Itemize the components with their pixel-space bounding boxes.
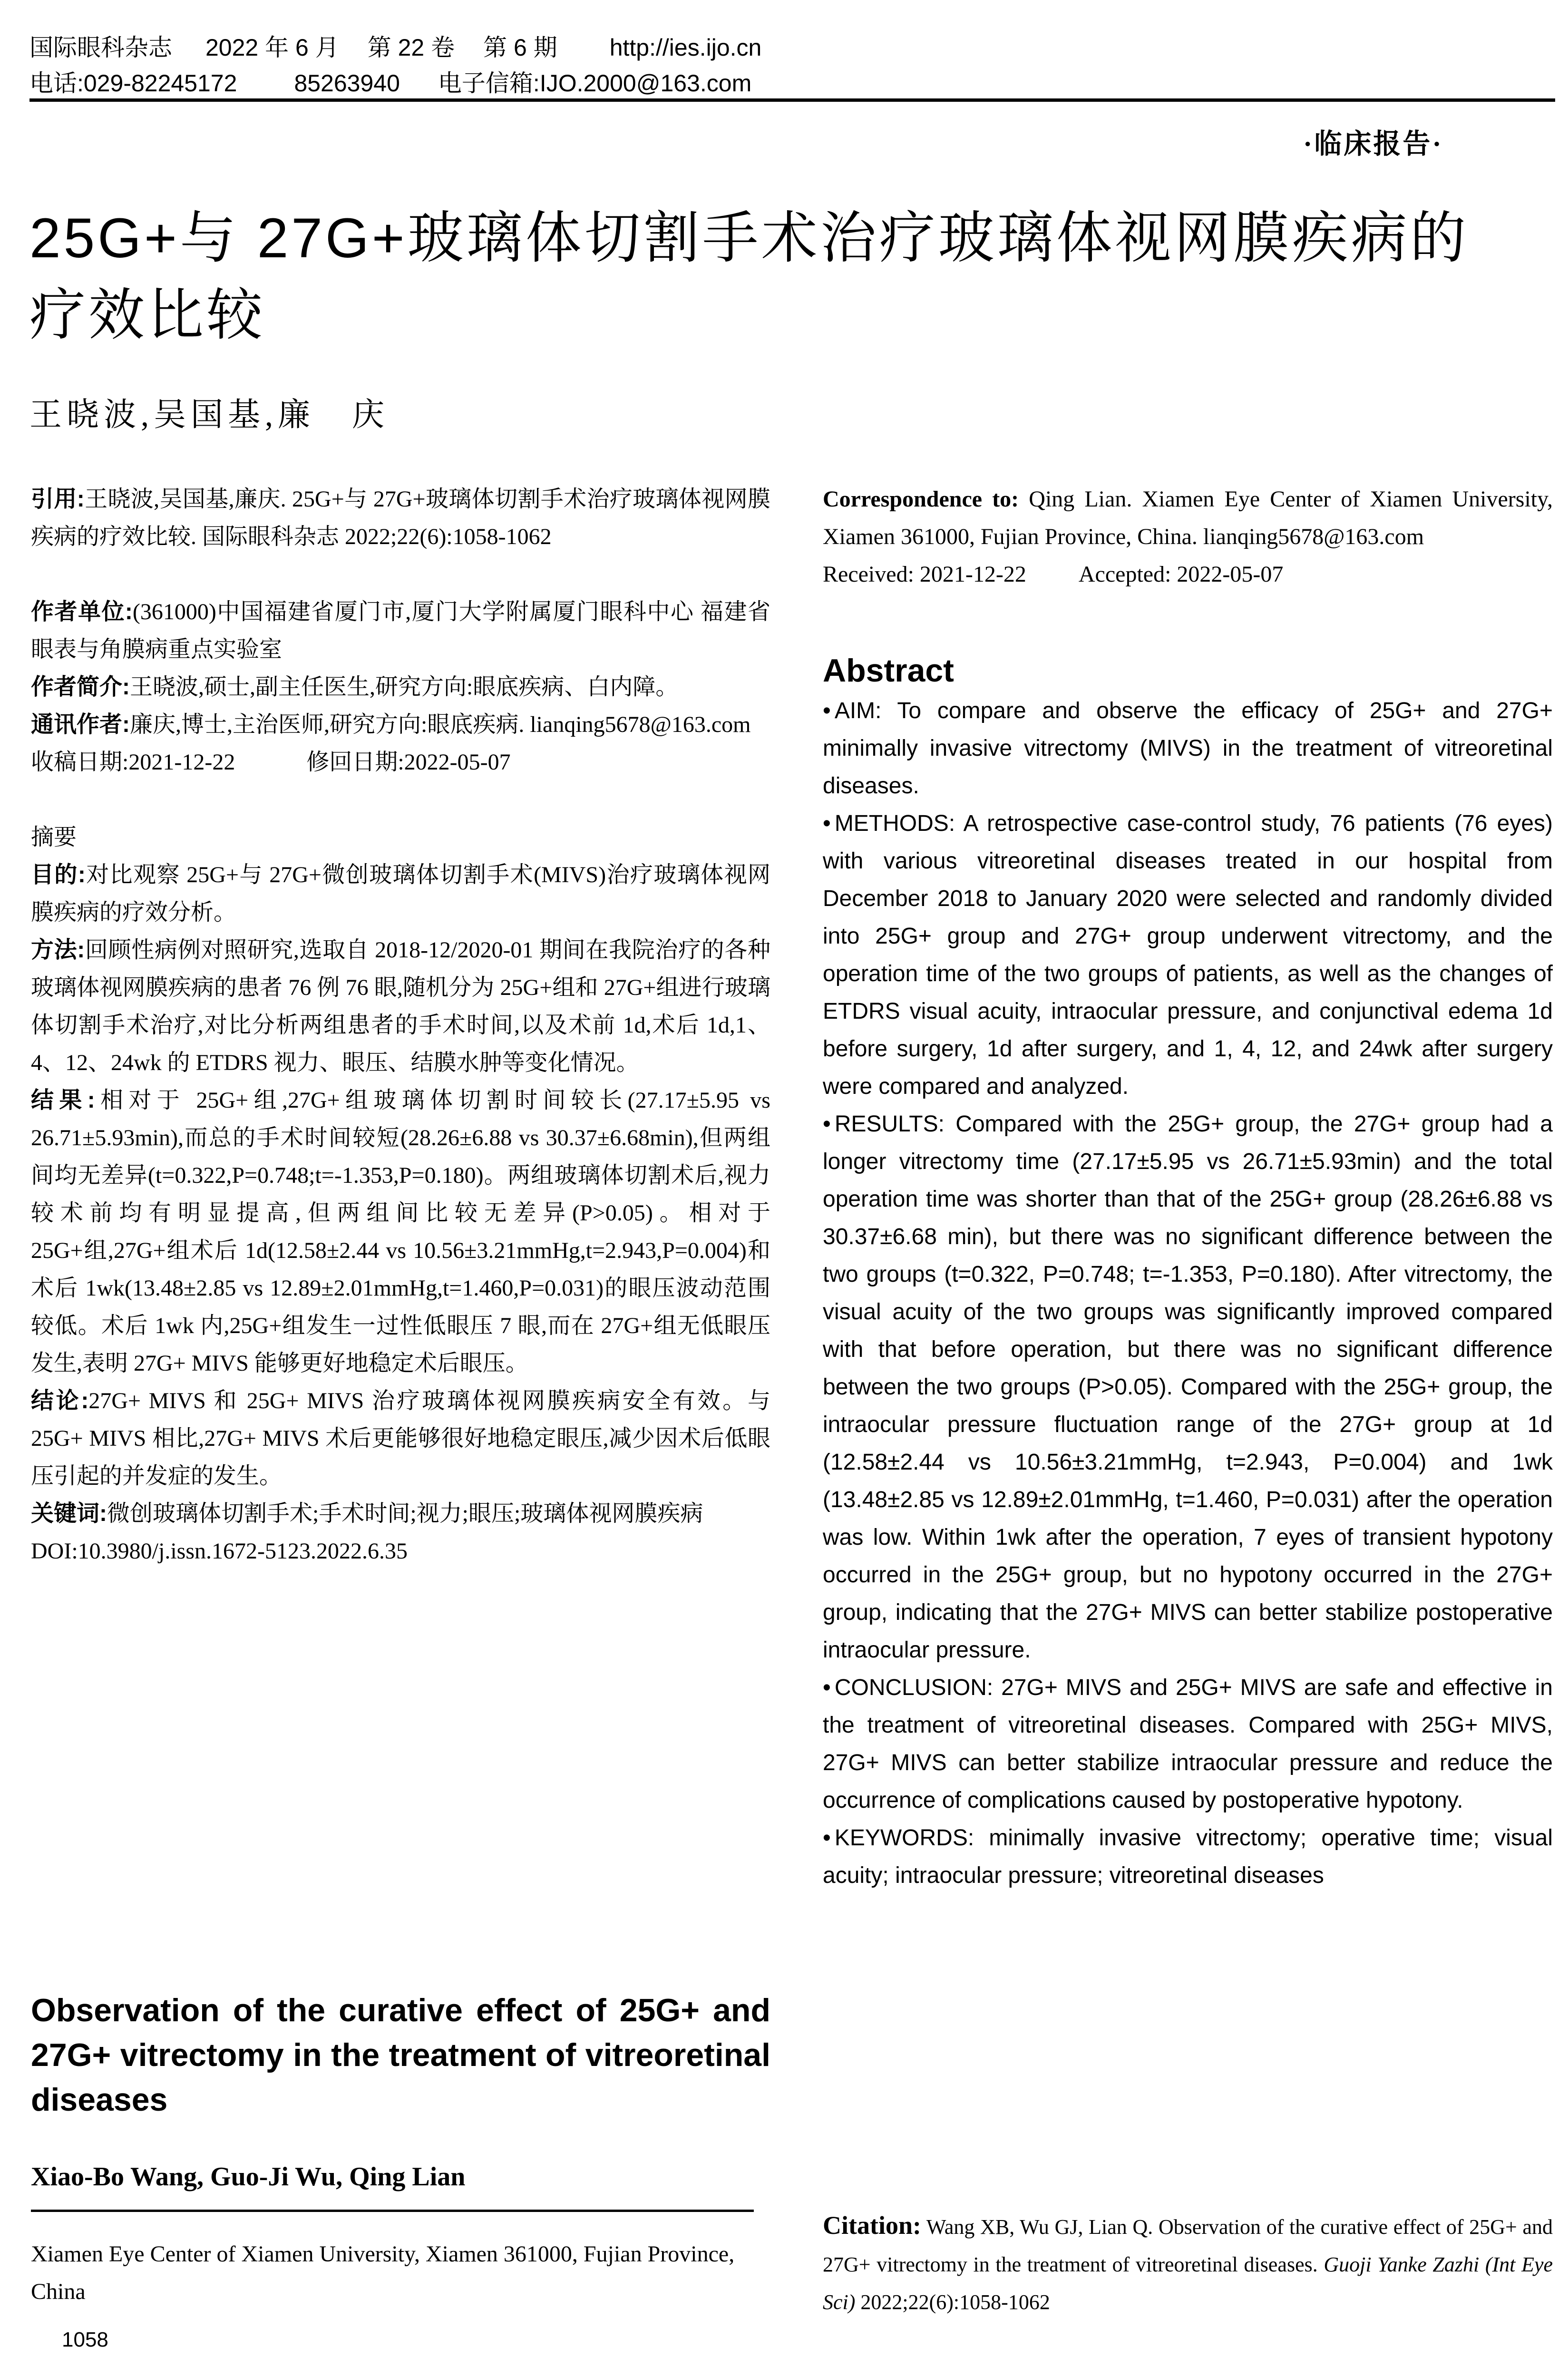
- corresponding-text: 廉庆,博士,主治医师,研究方向:眼底疾病. lianqing5678@163.com: [130, 712, 751, 737]
- methods-en-text: A retrospective case-control study, 76 patients (76 eyes) with various vitreoretinal diseases treated in our hospital from December 2018 to January 2020 were selected and randomly divided into 25G+ group and 27G+ group underwent vitrectomy, and the operation time of the two groups of patients, as well as the changes of ETDRS visual acuity, intraocular pressure, and conjunctival edema 1d before surgery, 1d after surgery, and 1, 4, 12, and 24wk after surgery were compared and analyzed.: [823, 811, 1553, 1099]
- english-title: Observation of the curative effect of 25G+ and 27G+ vitrectomy in the treatment of vitreoretinal diseases: [31, 1992, 770, 2118]
- affiliation-text: (361000)中国福建省厦门市,厦门大学附属厦门眼科中心 福建省眼表与角膜病重点实验室: [31, 599, 770, 662]
- affiliation-cn: [31, 593, 770, 668]
- citation-journal: Guoji Yanke Zazhi (Int Eye Sci): [823, 2253, 1553, 2314]
- bio-text: 王晓波,硕士,副主任医生,研究方向:眼底疾病、白内障。: [130, 674, 679, 700]
- bio-label: 作者简介:: [31, 674, 130, 700]
- conclusion-cn-label: 结论:: [31, 1388, 89, 1413]
- authors-cn: 王晓波,吴国基,廉 庆: [29, 397, 390, 433]
- citation-cn: [31, 480, 770, 555]
- english-affiliation-block: [31, 2235, 770, 2310]
- aim-cn-label: 目的:: [31, 862, 86, 887]
- correspondence-label: Correspondence to:: [823, 487, 1019, 512]
- aim-en-text: To compare and observe the efficacy of 25G+ and 27G+ minimally invasive vitrectomy (MIVS) in the treatment of vitreoretinal diseases.: [823, 698, 1553, 799]
- results-cn-text: 相对于 25G+组,27G+组玻璃体切割时间较长(27.17±5.95 vs 26.71±5.93min),而总的手术时间较短(28.26±6.88 vs 30.37±6.68min),但两组间均无差异(t=0.322,P=0.748;t=-1.353,P=0.180)。两组玻璃体切割术后,视力较术前均有明显提高,但两组间比较无差异(P>0.05)。相对于 25G+组,27G+组术后 1d(12.58±2.44 vs 10.56±3.21mmHg,t=2.943,P=0.004)和术后 1wk(13.48±2.85 vs 12.89±2.01mmHg,t=1.460,P=0.031)的眼压波动范围较低。术后 1wk 内,25G+组发生一过性低眼压 7 眼,而在 27G+组无低眼压发生,表明 27G+ MIVS 能够更好地稳定术后眼压。: [31, 1088, 770, 1376]
- accepted-en: Accepted: 2022-05-07: [1078, 562, 1284, 587]
- results-cn: [31, 1081, 770, 1382]
- english-title-block: [31, 1988, 770, 2122]
- results-cn-label: 结果:: [31, 1088, 95, 1113]
- section-tag: ·临床报告·: [1303, 128, 1443, 159]
- aim-cn-text: 对比观察 25G+与 27G+微创玻璃体切割手术(MIVS)治疗玻璃体视网膜疾病的疗效分析。: [31, 862, 770, 925]
- article-title-cn: [29, 200, 1551, 354]
- methods-en-label: METHODS:: [834, 811, 955, 836]
- phone-2: 85263940: [294, 70, 400, 97]
- abstract-heading-cn: 摘要: [31, 825, 77, 850]
- email[interactable]: 电子信箱:IJO.2000@163.com: [438, 70, 752, 97]
- affiliation-rule: [31, 2210, 754, 2212]
- corresponding-author: [31, 706, 770, 743]
- volume: 第 22 卷: [367, 34, 455, 61]
- correspondence: [823, 480, 1553, 555]
- keywords-cn-text: 微创玻璃体切割手术;手术时间;视力;眼压;玻璃体视网膜疾病: [107, 1501, 703, 1526]
- received-en: Received: 2021-12-22: [823, 562, 1026, 587]
- journal-url[interactable]: http://ies.ijo.cn: [609, 34, 762, 61]
- title-line-1: 25G+与 27G+玻璃体切割手术治疗玻璃体视网膜疾病的: [29, 207, 1469, 270]
- phone: 电话:029-82245172: [29, 70, 237, 97]
- page-number: 1058: [62, 2328, 108, 2351]
- citation-cn-label: 引用:: [31, 487, 85, 512]
- title-line-2: 疗效比较: [29, 284, 266, 347]
- methods-cn-label: 方法:: [31, 937, 85, 963]
- citation-en: [823, 2207, 1553, 2321]
- conclusion-en-text: 27G+ MIVS and 25G+ MIVS are safe and effective in the treatment of vitreoretinal diseases. Compared with 25G+ MIVS, 27G+ MIVS can better stabilize intraocular pressure and reduce the occurrence of complications caused by postoperative hypotony.: [823, 1675, 1553, 1813]
- english-authors-block: [31, 2162, 770, 2192]
- journal-header-line2: [29, 69, 751, 97]
- received-date-cn: 2021-12-22: [128, 750, 235, 775]
- received-label-cn: 收稿日期:: [31, 750, 129, 775]
- methods-cn: [31, 931, 770, 1081]
- header-rule: [29, 98, 1555, 102]
- citation-ref: 2022;22(6):1058-1062: [860, 2290, 1050, 2314]
- results-en-text: Compared with the 25G+ group, the 27G+ group had a longer vitrectomy time (27.17±5.95 vs 26.71±5.93min) and the total operation time was shorter than that of the 25G+ group (28.26±6.88 vs 30.37±6.68 min), but there was no significant difference between the two groups (t=0.322, P=0.748; t=-1.353, P=0.180). After vitrectomy, the visual acuity of the two groups was significantly improved compared with that before operation, but there was no significant difference between the two groups (P>0.05). Compared with the 25G+ group, the intraocular pressure fluctuation range of the 27G+ group at 1d (12.58±2.44 vs 10.56±3.21mmHg, t=2.943, P=0.004) and 1wk (13.48±2.85 vs 12.89±2.01mmHg, t=1.460, P=0.031) after the operation was low. Within 1wk after the operation, 7 eyes of transient hypotony occurred in the 25G+ group, but no hypotony occurred in the 27G+ group, indicating that the 27G+ MIVS can better stabilize postoperative intraocular pressure.: [823, 1111, 1553, 1663]
- keywords-cn: [31, 1495, 770, 1532]
- keywords-en-text: minimally invasive vitrectomy; operative time; visual acuity; intraocular pressure; vitreoretinal diseases: [823, 1825, 1553, 1888]
- revised-date-cn: 2022-05-07: [404, 750, 511, 775]
- results-en: [823, 1105, 1553, 1669]
- conclusion-en: [823, 1669, 1553, 1819]
- english-affiliation: Xiamen Eye Center of Xiamen University, Xiamen 361000, Fujian Province, China: [31, 2241, 735, 2304]
- citation-en-text: Wang XB, Wu GJ, Lian Q. Observation of the curative effect of 25G+ and 27G+ vitrectomy in the treatment of vitreoretinal diseases.: [823, 2215, 1553, 2276]
- conclusion-en-label: CONCLUSION:: [834, 1675, 993, 1700]
- citation-en-label: Citation:: [823, 2211, 921, 2240]
- abstract-title: Abstract: [823, 653, 954, 689]
- correspondence-block: [823, 480, 1553, 593]
- bullet-icon: •: [823, 1825, 831, 1851]
- dates-cn: [31, 743, 770, 781]
- left-column: [31, 480, 770, 1570]
- correspondence-text: Qing Lian. Xiamen Eye Center of Xiamen University, Xiamen 361000, Fujian Province, China. lianqing5678@163.com: [823, 487, 1553, 549]
- bullet-icon: •: [823, 698, 831, 723]
- journal-name: 国际眼科杂志: [29, 34, 172, 61]
- affiliation-label: 作者单位:: [31, 599, 133, 624]
- keywords-en-label: KEYWORDS:: [834, 1825, 974, 1851]
- aim-cn: [31, 856, 770, 931]
- aim-en: [823, 692, 1553, 805]
- citation-en-block: [823, 2207, 1553, 2321]
- bullet-icon: •: [823, 811, 831, 836]
- bullet-icon: •: [823, 1675, 831, 1700]
- keywords-en: [823, 1819, 1553, 1894]
- keywords-cn-label: 关键词:: [31, 1501, 107, 1526]
- aim-en-label: AIM:: [834, 698, 882, 723]
- issue-date: 2022 年 6 月: [205, 34, 339, 61]
- corresponding-label: 通讯作者:: [31, 712, 130, 737]
- methods-cn-text: 回顾性病例对照研究,选取自 2018-12/2020-01 期间在我院治疗的各种玻璃体视网膜疾病的患者 76 例 76 眼,随机分为 25G+组和 27G+组进行玻璃体切割手术治疗,对比分析两组患者的手术时间,以及术前 1d,术后 1d,1、4、12、24wk 的 ETDRS 视力、眼压、结膜水肿等变化情况。: [31, 937, 770, 1075]
- author-bio: [31, 668, 770, 706]
- bullet-icon: •: [823, 1111, 831, 1137]
- english-authors: Xiao-Bo Wang, Guo-Ji Wu, Qing Lian: [31, 2162, 466, 2192]
- methods-en: [823, 805, 1553, 1105]
- conclusion-cn: [31, 1382, 770, 1495]
- doi[interactable]: DOI:10.3980/j.issn.1672-5123.2022.6.35: [31, 1539, 408, 1564]
- citation-cn-text: 王晓波,吴国基,廉庆. 25G+与 27G+玻璃体切割手术治疗玻璃体视网膜疾病的疗效比较. 国际眼科杂志 2022;22(6):1058-1062: [31, 487, 770, 549]
- dates-en: [823, 555, 1553, 593]
- abstract-en: [823, 649, 1553, 1894]
- conclusion-cn-text: 27G+ MIVS 和 25G+ MIVS 治疗玻璃体视网膜疾病安全有效。与 25G+ MIVS 相比,27G+ MIVS 术后更能够很好地稳定眼压,减少因术后低眼压引起的并发症的发生。: [31, 1388, 770, 1489]
- journal-header-line1: [29, 33, 761, 62]
- results-en-label: RESULTS:: [834, 1111, 945, 1137]
- revised-label-cn: 修回日期:: [306, 750, 404, 775]
- issue: 第 6 期: [483, 34, 557, 61]
